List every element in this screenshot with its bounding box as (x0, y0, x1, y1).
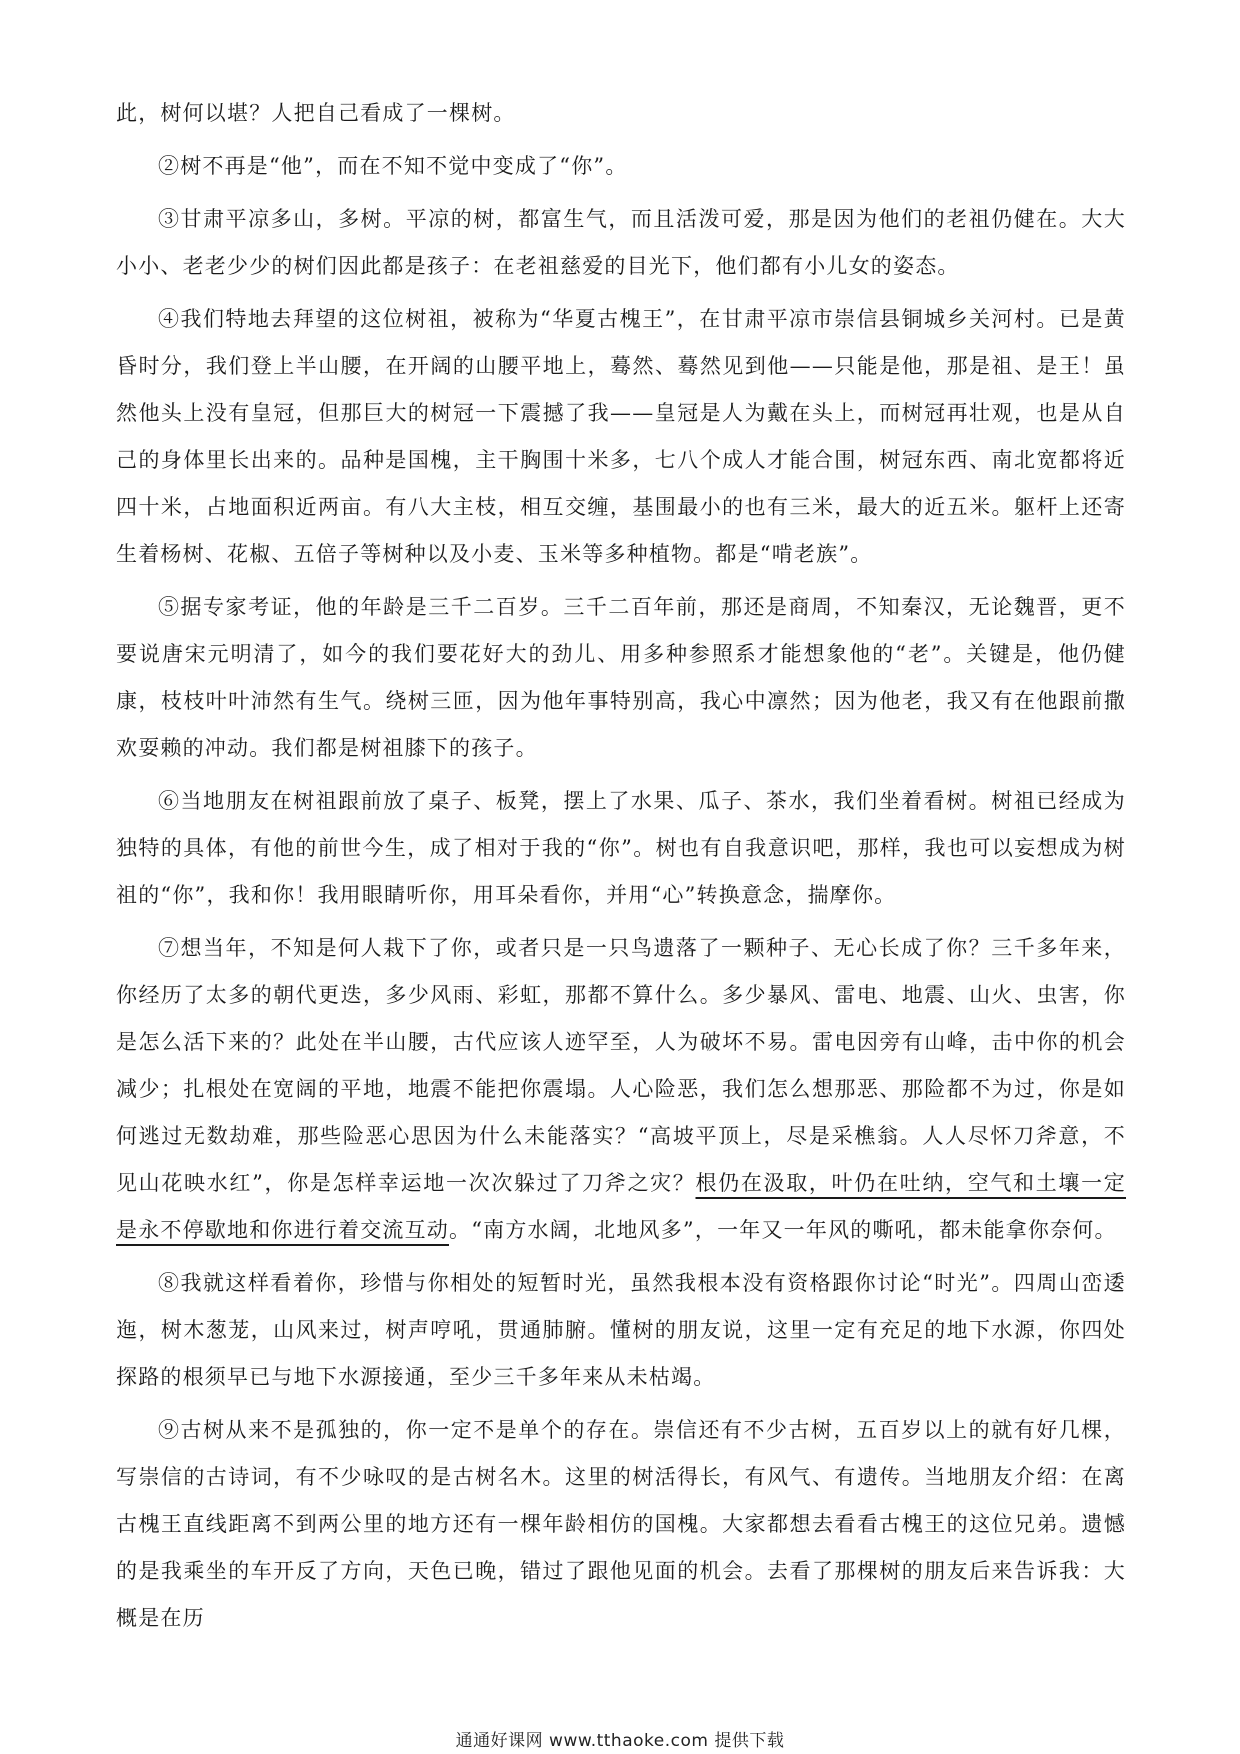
paragraph-6: ⑥当地朋友在树祖跟前放了桌子、板凳，摆上了水果、瓜子、茶水，我们坐着看树。树祖已经成为独特的具体，有他的前世今生，成了相对于我的“你”。树也有自我意识吧，那样，我也可以妄想成为树祖的“你”，我和你！我用眼睛听你，用耳朵看你，并用“心”转换意念，揣摩你。 (116, 789, 1126, 907)
page-footer: 通通好课网 www.tthaoke.com 提供下载 (455, 1731, 785, 1751)
paragraph-4: ④我们特地去拜望的这位树祖，被称为“华夏古槐王”，在甘肃平凉市崇信县铜城乡关河村。已是黄昏时分，我们登上半山腰，在开阔的山腰平地上，蓦然、蓦然见到他——只能是他，那是祖、是王！虽然他头上没有皇冠，但那巨大的树冠一下震撼了我——皇冠是人为戴在头上，而树冠再壮观，也是从自己的身体里长出来的。品种是国槐，主干胸围十米多，七八个成人才能合围，树冠东西、南北宽都将近四十米，占地面积近两亩。有八大主枝，相互交缠，基围最小的也有三米，最大的近五米。躯杆上还寄生着杨树、花椒、五倍子等树种以及小麦、玉米等多种植物。都是“啃老族”。 (116, 307, 1126, 566)
underlined-sentence: 根仍在汲取，叶仍在吐纳，空气和土壤一定是永不停歇地和你进行着交流互动 (116, 1171, 1126, 1242)
paragraph-7-text: ⑦想当年，不知是何人栽下了你，或者只是一只鸟遗落了一颗种子、无心长成了你？三千多年来，你经历了太多的朝代更迭，多少风雨、彩虹，那都不算什么。多少暴风、雷电、地震、山火、虫害，你是怎么活下来的？此处在半山腰，古代应该人迹罕至，人为破坏不易。雷电因旁有山峰，击中你的机会减少；扎根处在宽阔的平地，地震不能把你震塌。人心险恶，我们怎么想那恶、那险都不为过，你是如何逃过无数劫难，那些险恶心思因为什么未能落实？“高坡平顶上，尽是采樵翁。人人尽怀刀斧意，不见山花映水红”，你是怎样幸运地一次次躲过了刀斧之灾？ (116, 936, 1126, 1195)
paragraph-1: 此，树何以堪？人把自己看成了一棵树。 (116, 101, 516, 125)
paragraph-8: ⑧我就这样看着你，珍惜与你相处的短暂时光，虽然我根本没有资格跟你讨论“时光”。四周山峦逶迤，树木葱茏，山风来过，树声哼吼，贯通肺腑。懂树的朋友说，这里一定有充足的地下水源，你四处探路的根须早已与地下水源接通，至少三千多年来从未枯竭。 (116, 1271, 1126, 1389)
paragraph-7 (116, 925, 1126, 1254)
paragraph-7-tail: 。“南方水阔，北地风多”，一年又一年风的嘶吼，都未能拿你奈何。 (449, 1218, 1117, 1242)
paragraph-5: ⑤据专家考证，他的年龄是三千二百岁。三千二百年前，那还是商周，不知秦汉，无论魏晋，更不要说唐宋元明清了，如今的我们要花好大的劲儿、用多种参照系才能想象他的“老”。关键是，他仍健康，枝枝叶叶沛然有生气。绕树三匝，因为他年事特别高，我心中凛然；因为他老，我又有在他跟前撒欢耍赖的冲动。我们都是树祖膝下的孩子。 (116, 595, 1126, 760)
paragraph-3: ③甘肃平凉多山，多树。平凉的树，都富生气，而且活泼可爱，那是因为他们的老祖仍健在。大大小小、老老少少的树们因此都是孩子：在老祖慈爱的目光下，他们都有小儿女的姿态。 (116, 207, 1126, 278)
article-body (116, 90, 1126, 1648)
paragraph-2: ②树不再是“他”，而在不知不觉中变成了“你”。 (158, 154, 628, 178)
paragraph-9: ⑨古树从来不是孤独的，你一定不是单个的存在。崇信还有不少古树，五百岁以上的就有好几棵，写崇信的古诗词，有不少咏叹的是古树名木。这里的树活得长，有风气、有遗传。当地朋友介绍：在离古槐王直线距离不到两公里的地方还有一棵年龄相仿的国槐。大家都想去看看古槐王的这位兄弟。遗憾的是我乘坐的车开反了方向，天色已晚，错过了跟他见面的机会。去看了那棵树的朋友后来告诉我：大概是在历 (116, 1418, 1126, 1630)
